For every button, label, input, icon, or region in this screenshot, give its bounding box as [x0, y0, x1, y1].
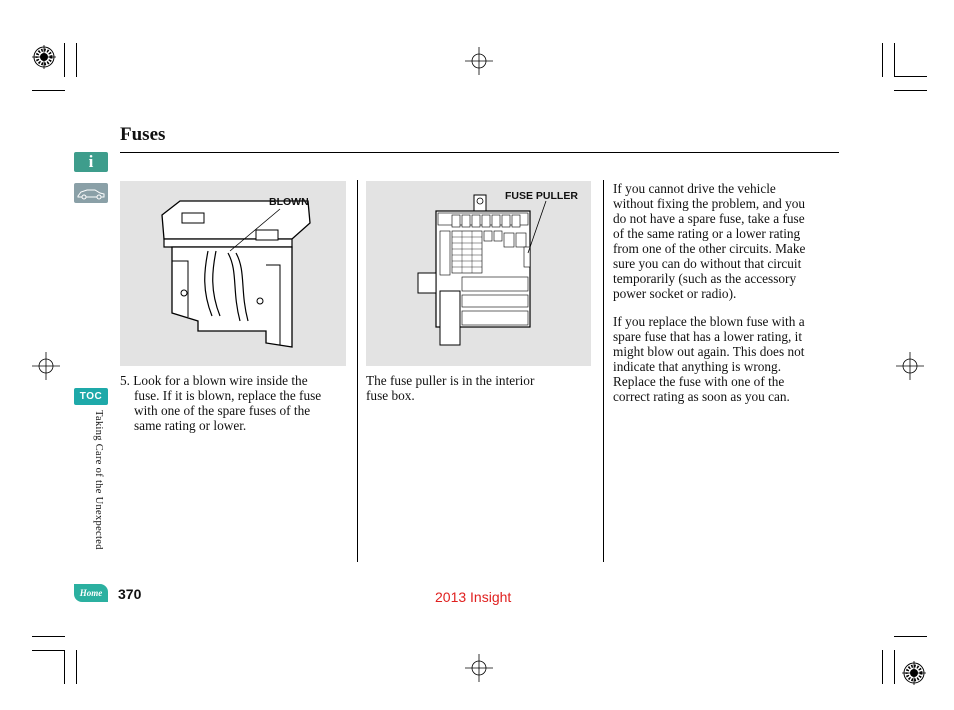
fuse-illustration: [120, 181, 346, 366]
no-spare-line-1: If you cannot drive the vehicle: [613, 181, 776, 196]
fuse-puller-line-2: fuse box.: [366, 388, 415, 403]
fuse-puller-label: FUSE PULLER: [505, 190, 578, 202]
no-spare-line-5: from one of the other circuits. Make: [613, 241, 806, 256]
no-spare-line-3: do not have a spare fuse, take a fuse: [613, 211, 805, 226]
blown-fuse-figure: [120, 181, 346, 366]
column-divider-1: [357, 180, 358, 562]
toc-button[interactable]: TOC: [74, 388, 108, 405]
no-spare-line-8: power socket or radio).: [613, 286, 737, 301]
registration-target-top-left: [32, 45, 56, 69]
page-number: 370: [118, 586, 142, 602]
fuse-puller-line-1: The fuse puller is in the interior: [366, 373, 535, 388]
no-spare-line-7: temporarily (such as the accessory: [613, 271, 797, 286]
lower-rating-line-5: Replace the fuse with one of the: [613, 374, 785, 389]
lower-rating-paragraph: [613, 314, 845, 404]
info-button[interactable]: [74, 152, 108, 172]
crosshair-right-middle: [896, 352, 924, 380]
step-5-line-2: fuse. If it is blown, replace the fuse: [134, 388, 322, 403]
lower-rating-line-1: If you replace the blown fuse with a: [613, 314, 805, 329]
fuse-puller-text: [366, 373, 596, 403]
info-icon: i: [88, 152, 94, 171]
no-spare-line-2: without fixing the problem, and you: [613, 196, 806, 211]
lower-rating-line-2: spare fuse that has a lower rating, it: [613, 329, 803, 344]
lower-rating-line-3: might blow out again. This does not: [613, 344, 805, 359]
step-5-line-1: 5. Look for a blown wire inside the: [120, 373, 308, 388]
lower-rating-line-6: correct rating as soon as you can.: [613, 389, 790, 404]
home-button[interactable]: Home: [74, 584, 108, 602]
crosshair-top-center: [465, 47, 493, 75]
page-title: Fuses: [120, 124, 166, 145]
car-icon: [74, 183, 108, 203]
crosshair-bottom-center: [465, 654, 493, 682]
registration-target-bottom-right: [902, 661, 926, 685]
step-5-text: [120, 373, 356, 433]
no-spare-line-6: sure you can do without that circuit: [613, 256, 802, 271]
section-title-vertical: Taking Care of the Unexpected: [93, 410, 104, 550]
fuse-box-figure: [366, 181, 591, 366]
step-5-line-4: same rating or lower.: [134, 418, 247, 433]
vehicle-button[interactable]: [74, 183, 108, 203]
model-footer-link[interactable]: 2013 Insight: [435, 589, 512, 605]
no-spare-paragraph: [613, 181, 845, 301]
blown-label: BLOWN: [269, 196, 309, 208]
column-divider-2: [603, 180, 604, 562]
fuse-box-illustration: [366, 181, 591, 366]
lower-rating-line-4: indicate that anything is wrong.: [613, 359, 782, 374]
step-5-line-3: with one of the spare fuses of the: [134, 403, 311, 418]
crosshair-left-middle: [32, 352, 60, 380]
title-rule: [120, 152, 839, 153]
no-spare-line-4: of the same rating or a lower rating: [613, 226, 801, 241]
